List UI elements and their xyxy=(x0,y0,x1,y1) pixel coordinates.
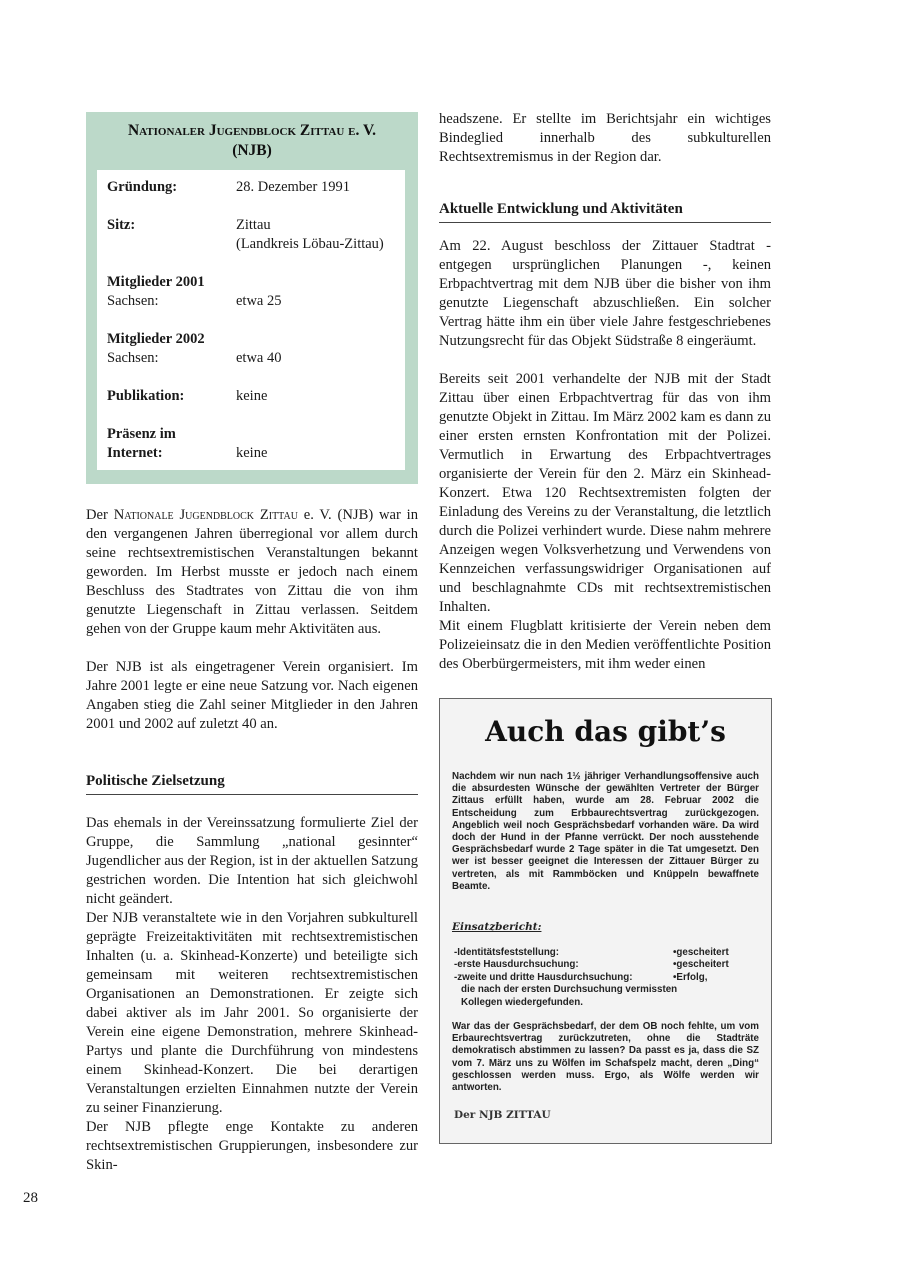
info-box-table xyxy=(97,170,405,470)
info-key: Gründung: xyxy=(107,179,178,195)
info-row-sitz xyxy=(107,216,395,254)
info-row-mitglieder-2002 xyxy=(107,330,395,368)
flyer-report-item: -Identitätsfeststellung: xyxy=(454,947,560,958)
paragraph: Der NJB pflegte enge Kontakte zu anderen rechtsextremistischen Gruppierungen, insbesondere zur Skin- xyxy=(86,1119,418,1173)
flyer-report-result: •gescheitert xyxy=(673,947,729,958)
page-number: 28 xyxy=(23,1190,38,1206)
info-value: 28. Dezember 1991 xyxy=(236,179,350,195)
info-row-gruendung xyxy=(107,178,395,197)
flyer-body-text: Nachdem wir nun nach 1½ jähriger Verhandlungsoffensive auch die absurdesten Wünsche der gewählten Vertreter der Bürger Zittaus erfüllt haben, wurde am 28. Februar 2002 die Entscheidung zum Erbbaurechtsvertrag zurückgezogen. Angeblich weil noch Gesprächsbedarf vorhanden wäre. Da wird doch der Hund in der Pfanne verrückt. Der noch ausstehende Gesprächsbedarf wurde 2 Tage später in die Tat umgesetzt. Den wer ist besser geeignet die Interessen der Zittauer Bürger zu vertreten, als mit Rammböcken und Knüppeln bewaffnete Beamte. xyxy=(452,771,759,892)
flyer-report-note: die nach der ersten Durchsuchung vermissten xyxy=(461,984,678,996)
flyer-report-list xyxy=(454,947,760,1009)
paragraph: Am 22. August beschloss der Zittauer Stadtrat - entgegen ursprünglichen Planungen -, keinen Erbpachtvertrag mit dem NJB über die bisher von ihm genutzte Liegenschaft abzuschließen. Ein solcher Vertrag hätte ihm ein über viele Jahre festgeschriebenes Nutzungsrecht für das Objekt Südstraße 8 eingeräumt. xyxy=(439,238,771,349)
info-key: Sitz: xyxy=(107,217,136,233)
info-box-title xyxy=(86,112,418,161)
info-value: etwa 40 xyxy=(236,350,282,366)
info-value: keine xyxy=(236,388,268,404)
info-row-mitglieder-2001 xyxy=(107,273,395,311)
info-box xyxy=(86,112,418,484)
paragraph: Der NJB veranstaltete wie in den Vorjahren subkulturell geprägte Freizeitaktivitäten mit rechtsextremistischen Inhalten (u. a. Skinhead-Konzerte) und beteiligte sich gemeinsam mit weiteren rechtsextremistischen Organisationen an Demonstrationen. Er zeigte sich dabei aktiver als im Jahr 2001. So organisierte der Verein eine eigene Demonstration, mehrere Skinhead-Partys und plante die Durchführung von mindestens einem Skinhead-Konzert. Die bei derartigen Veranstaltungen erzielten Einnahmen nutzte der Verein zu seiner Finanzierung. xyxy=(86,910,418,1116)
organization-name: Nationale Jugendblock Zittau xyxy=(113,507,298,523)
info-subkey: Sachsen: xyxy=(107,350,159,366)
flyer-report-heading: Einsatzbericht: xyxy=(452,921,542,933)
info-row-publikation xyxy=(107,387,395,406)
section-heading-politische-zielsetzung: Politische Zielsetzung xyxy=(86,772,418,795)
flyer-report-note: Kollegen wiedergefunden. xyxy=(461,996,583,1008)
info-subkey: Sachsen: xyxy=(107,293,159,309)
info-value: keine xyxy=(236,445,268,461)
paragraph: headszene. Er stellte im Berichtsjahr ein wichtiges Bindeglied innerhalb des subkulturellen Rechtsextremismus in der Region dar. xyxy=(439,111,771,165)
flyer-report-result: •gescheitert xyxy=(673,959,729,971)
info-value-line2: (Landkreis Löbau-Zittau) xyxy=(236,236,384,252)
left-column xyxy=(86,506,418,1175)
info-value-line1: Zittau xyxy=(236,217,271,233)
flyer-title: Auch das gibt’s xyxy=(485,715,726,748)
info-row-internet xyxy=(107,425,395,463)
flyer-report-row xyxy=(454,972,760,984)
info-box-title-name: Nationaler Jugendblock Zittau e. V. xyxy=(127,122,377,139)
info-value xyxy=(236,216,395,254)
info-value: etwa 25 xyxy=(236,293,282,309)
flyer-report-row xyxy=(454,959,760,971)
paragraph: Das ehemals in der Vereinssatzung formulierte Ziel der Gruppe, die Sammlung „national gesinnter“ Jugendlicher aus der Region, ist in der aktuellen Satzung gestrichen worden. Die Intention hat sich gleichwohl nicht geändert. xyxy=(86,815,418,907)
flyer-report-row xyxy=(454,947,760,959)
info-key: Präsenz im xyxy=(107,426,176,442)
info-key: Publikation: xyxy=(107,388,185,404)
section-heading-aktuelle-entwicklung: Aktuelle Entwicklung und Aktivitäten xyxy=(439,200,771,223)
flyer-image xyxy=(439,698,772,1144)
flyer-report-item: -erste Hausdurchsuchung: xyxy=(454,959,579,971)
right-column xyxy=(439,110,771,674)
paragraph: Mit einem Flugblatt kritisierte der Verein neben dem Polizeieinsatz die in den Medien veröffentlichte Position des Oberbürgermeisters, mit ihm weder einen xyxy=(439,618,771,672)
paragraph: Der NJB ist als eingetragener Verein organisiert. Im Jahre 2001 legte er eine neue Satzung vor. Nach eigenen Angaben stieg die Zahl seiner Mitglieder in den Jahren 2001 und 2002 auf zuletzt 40 an. xyxy=(86,659,418,732)
info-key: Mitglieder 2002 xyxy=(107,331,205,347)
intro-text: e. V. (NJB) war in den vergangenen Jahren überregional vor allem durch seine rechtsextremistischen Veranstaltungen bekannt geworden. Im Herbst musste er jedoch nach einem Beschluss des Stadtrates von Zittau die von ihm genutzte Liegenschaft in Zittau verlassen. Seitdem gehen von der Gruppe kaum mehr Aktivitäten aus. xyxy=(86,507,418,637)
paragraph: Bereits seit 2001 verhandelte der NJB mit der Stadt Zittau über einen Erbpachtvertrag für das von ihm genutzte Objekt in Zittau. Im März 2002 kam es dann zu einer ersten ernsten Konfrontation mit der Polizei. Vermutlich in Erwartung des Erbpachtvertrages organisierte der Verein für den 2. März ein Skinhead-Konzert. Etwa 120 Rechtsextremisten folgten der Einladung des Vereins zu der Veranstaltung, die letztlich durch die Polizei verhindert wurde. Diese nahm mehrere Anzeigen wegen Volksverhetzung und Verwendens von Kennzeichen verfassungswidriger Organisationen auf und beschlagnahmte CDs mit rechtsextremistischen Inhalten. xyxy=(439,371,771,615)
flyer-report-result: •Erfolg, xyxy=(673,971,708,983)
flyer-report-item: -zweite und dritte Hausdurchsuchung: xyxy=(454,971,633,983)
intro-prefix: Der xyxy=(86,507,114,523)
info-key: Mitglieder 2001 xyxy=(107,274,205,290)
flyer-body-text: War das der Gesprächsbedarf, der dem OB noch fehlte, um vom Erbaurechtsvertrag zurückzutreten, ohne die Stadträte demokratisch abstimmen zu lassen? Da passt es ja, dass die SZ vom 7. März uns zu Wölfen im Schafspelz macht, deren „Ding“ geschlossen werden muss. Ergo, als Wölfe werden wir antworten. xyxy=(452,1021,759,1094)
info-key-line2: Internet: xyxy=(107,445,163,461)
intro-paragraph xyxy=(86,506,418,639)
flyer-signature: Der NJB ZITTAU xyxy=(454,1109,551,1121)
info-box-title-abbr: (NJB) xyxy=(232,142,272,159)
